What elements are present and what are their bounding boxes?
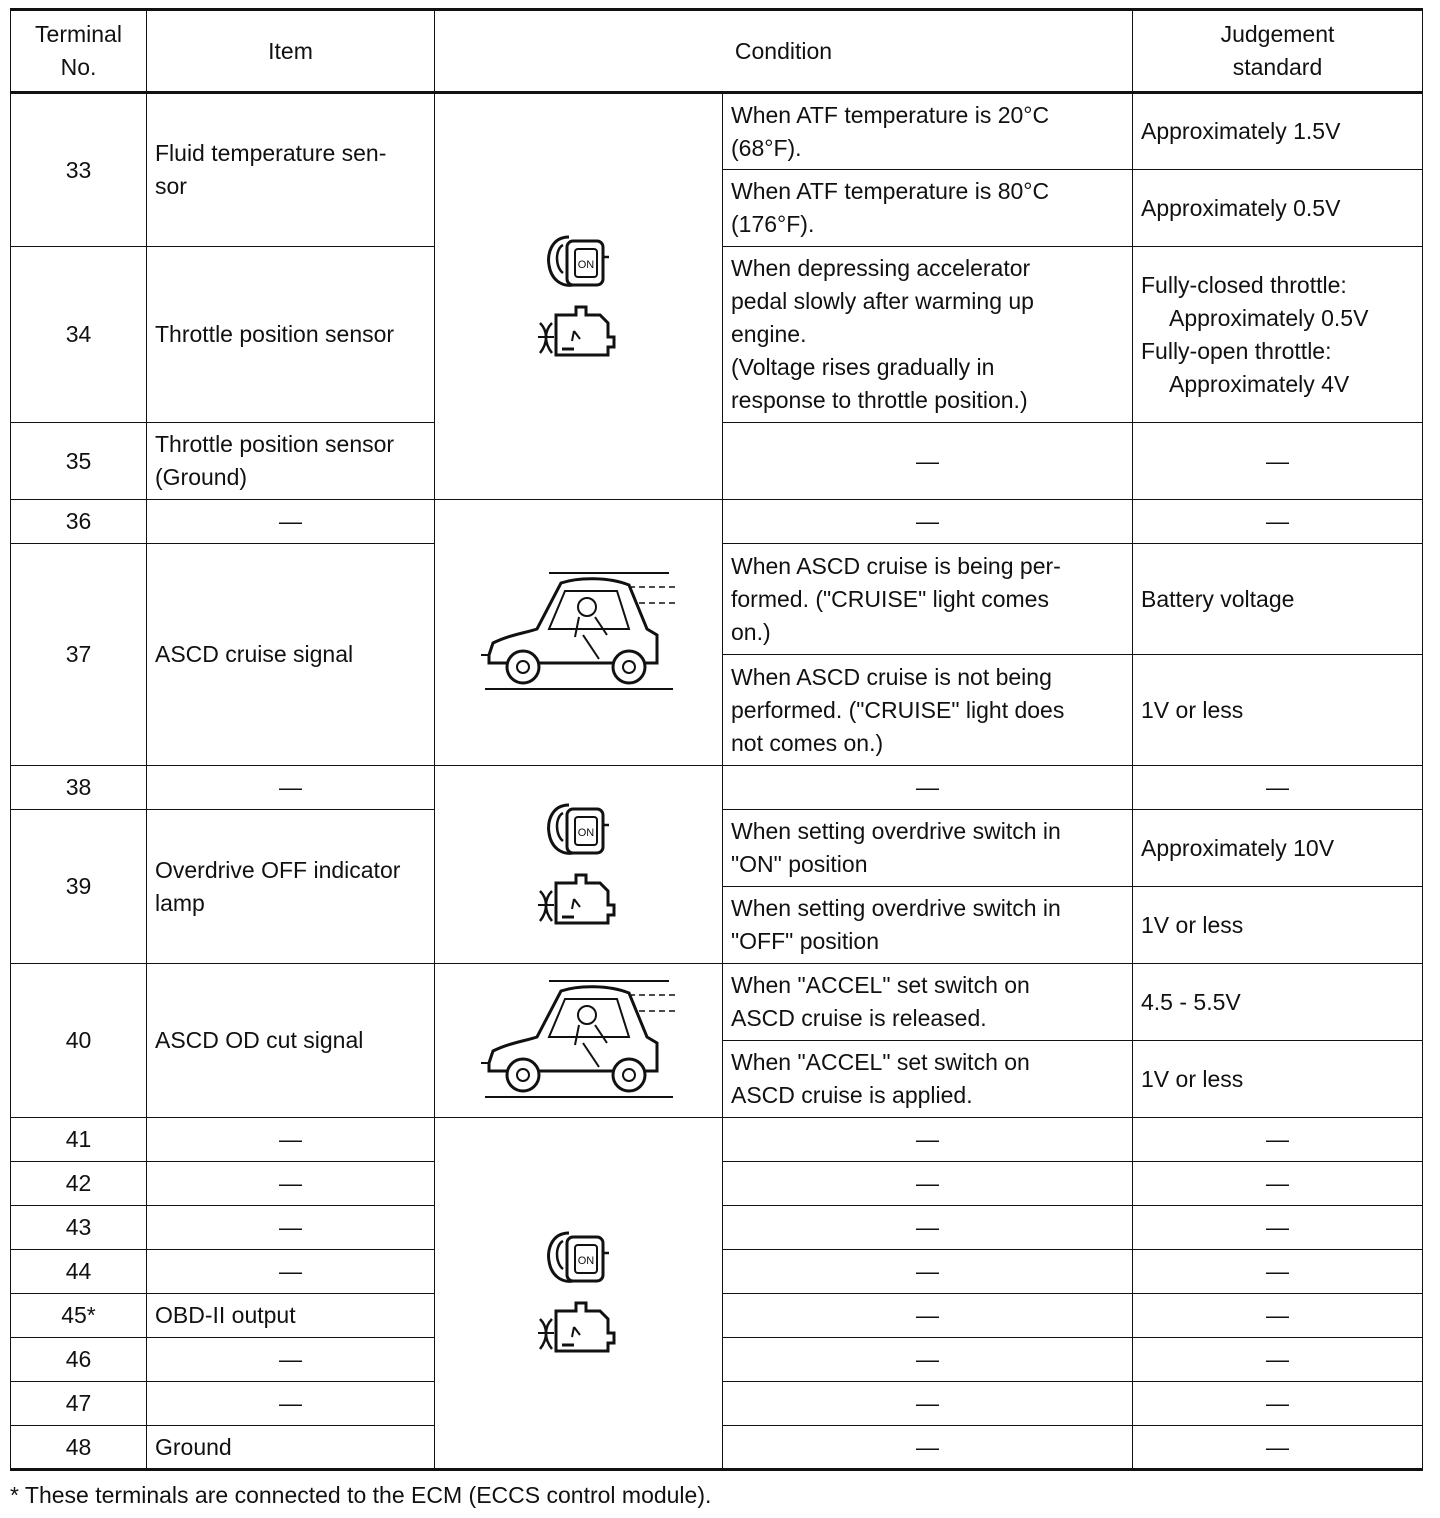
condition-37b-line3: not comes on.) [731,729,884,756]
standard-38: — [1133,766,1423,810]
condition-39b-line1: When setting overdrive switch in [731,895,1061,921]
condition-icons-41-48 [435,1118,723,1470]
condition-46: — [723,1338,1133,1382]
terminal-46: 46 [11,1338,147,1382]
engine-running-icon-2 [534,865,624,935]
item-35-line2: (Ground) [155,464,248,490]
condition-38: — [723,766,1133,810]
condition-40a-line1: When "ACCEL" set switch on [731,972,1030,998]
condition-34-line2: pedal slowly after warming up [731,288,1034,314]
terminal-48: 48 [11,1426,147,1470]
condition-33a [723,93,1133,170]
condition-37a-line1: When ASCD cruise is being per- [731,552,1061,579]
standard-45: — [1133,1294,1423,1338]
item-37: ASCD cruise signal [147,544,435,766]
driving-car-icon [479,563,679,703]
item-33 [147,93,435,247]
condition-47: — [723,1382,1133,1426]
item-43: — [147,1206,435,1250]
terminal-35: 35 [11,423,147,500]
header-condition: Condition [435,10,1133,93]
item-44: — [147,1250,435,1294]
header-terminal-line1: Terminal [35,21,122,47]
standard-36: — [1133,500,1423,544]
standard-46: — [1133,1338,1423,1382]
header-judgement-line2: standard [1232,54,1323,80]
header-terminal-line2: No. [60,54,97,80]
terminal-41: 41 [11,1118,147,1162]
terminal-37: 37 [11,544,147,766]
condition-icons-40 [435,964,723,1118]
item-39-line1: Overdrive OFF indicator [155,856,401,883]
standard-37a: Battery voltage [1133,544,1423,655]
condition-41: — [723,1118,1133,1162]
condition-33b-line2: (176°F). [731,211,815,237]
terminal-45: 45* [11,1294,147,1338]
standard-48: — [1133,1426,1423,1470]
item-47: — [147,1382,435,1426]
condition-45: — [723,1294,1133,1338]
item-42: — [147,1162,435,1206]
header-row [11,10,1423,93]
header-judgement [1133,10,1423,93]
item-36: — [147,500,435,544]
condition-34 [723,247,1133,423]
condition-34-line1: When depressing accelerator [731,255,1031,281]
ignition-key-on-icon [539,227,619,297]
terminal-43: 43 [11,1206,147,1250]
engine-running-icon [534,297,624,367]
standard-34-line2: Approximately 0.5V [1169,304,1369,331]
table-row-38 [11,766,1423,810]
standard-34-line4: Approximately 4V [1169,370,1350,397]
condition-33a-line1: When ATF temperature is 20°C [731,101,1050,128]
condition-36: — [723,500,1133,544]
condition-37a-line3: on.) [731,618,771,645]
condition-42: — [723,1162,1133,1206]
item-48: Ground [147,1426,435,1470]
item-35-line1: Throttle position sensor [155,431,395,457]
standard-37b: 1V or less [1133,655,1423,766]
condition-37b [723,655,1133,766]
condition-icons-36-37 [435,500,723,766]
item-38: — [147,766,435,810]
item-33-line1: Fluid temperature sen- [155,140,387,166]
table-row-33a [11,93,1423,170]
standard-43: — [1133,1206,1423,1250]
item-41: — [147,1118,435,1162]
condition-39a-line1: When setting overdrive switch in [731,818,1061,844]
table-row-41 [11,1118,1423,1162]
standard-39b: 1V or less [1133,887,1423,964]
standard-47: — [1133,1382,1423,1426]
terminal-47: 47 [11,1382,147,1426]
condition-37b-line2: performed. ("CRUISE" light does [731,696,1065,723]
driving-car-icon-2 [479,971,679,1111]
item-34: Throttle position sensor [147,247,435,423]
standard-33a: Approximately 1.5V [1133,93,1423,170]
standard-42: — [1133,1162,1423,1206]
terminal-42: 42 [11,1162,147,1206]
condition-39b [723,887,1133,964]
condition-icons-38-39 [435,766,723,964]
condition-37b-line1: When ASCD cruise is not being [731,663,1052,690]
condition-43: — [723,1206,1133,1250]
standard-40a: 4.5 - 5.5V [1133,964,1423,1041]
condition-40b-line1: When "ACCEL" set switch on [731,1049,1030,1075]
header-item: Item [147,10,435,93]
standard-34 [1133,247,1423,423]
condition-40a-line2: ASCD cruise is released. [731,1005,987,1031]
table-row-40a [11,964,1423,1041]
condition-40b [723,1041,1133,1118]
terminal-44: 44 [11,1250,147,1294]
footnote: * These terminals are connected to the ECM (ECCS control module). [10,1482,712,1508]
ignition-key-on-icon-2 [539,795,619,865]
condition-icons-33-35 [435,93,723,500]
standard-34-line1: Fully-closed throttle: [1141,271,1347,298]
condition-48: — [723,1426,1133,1470]
condition-34-line4: (Voltage rises gradually in [731,354,995,380]
terminal-34: 34 [11,247,147,423]
item-45: OBD-II output [147,1294,435,1338]
condition-37a-line2: formed. ("CRUISE" light comes [731,585,1049,612]
terminal-spec-table [10,8,1423,1471]
standard-44: — [1133,1250,1423,1294]
condition-39b-line2: "OFF" position [731,928,879,954]
item-46: — [147,1338,435,1382]
standard-41: — [1133,1118,1423,1162]
condition-44: — [723,1250,1133,1294]
condition-40b-line2: ASCD cruise is applied. [731,1082,973,1108]
header-judgement-line1: Judgement [1220,21,1335,47]
terminal-38: 38 [11,766,147,810]
standard-33b: Approximately 0.5V [1133,170,1423,247]
condition-33b-line1: When ATF temperature is 80°C [731,178,1050,204]
item-39 [147,810,435,964]
condition-34-line3: engine. [731,321,807,347]
standard-34-line3: Fully-open throttle: [1141,337,1332,364]
terminal-33: 33 [11,93,147,247]
standard-35: — [1133,423,1423,500]
terminal-40: 40 [11,964,147,1118]
standard-40b: 1V or less [1133,1041,1423,1118]
condition-40a [723,964,1133,1041]
condition-39a [723,810,1133,887]
condition-37a [723,544,1133,655]
item-33-line2: sor [155,173,187,199]
terminal-36: 36 [11,500,147,544]
engine-running-icon-3 [534,1293,624,1363]
item-39-line2: lamp [155,889,205,916]
item-40: ASCD OD cut signal [147,964,435,1118]
table-row-36 [11,500,1423,544]
condition-34-line5: response to throttle position.) [731,387,1028,413]
condition-33a-line2: (68°F). [731,134,802,161]
condition-39a-line2: "ON" position [731,851,868,877]
terminal-39: 39 [11,810,147,964]
header-terminal [11,10,147,93]
ignition-key-on-icon-3 [539,1223,619,1293]
item-35 [147,423,435,500]
condition-33b [723,170,1133,247]
condition-35: — [723,423,1133,500]
standard-39a: Approximately 10V [1133,810,1423,887]
